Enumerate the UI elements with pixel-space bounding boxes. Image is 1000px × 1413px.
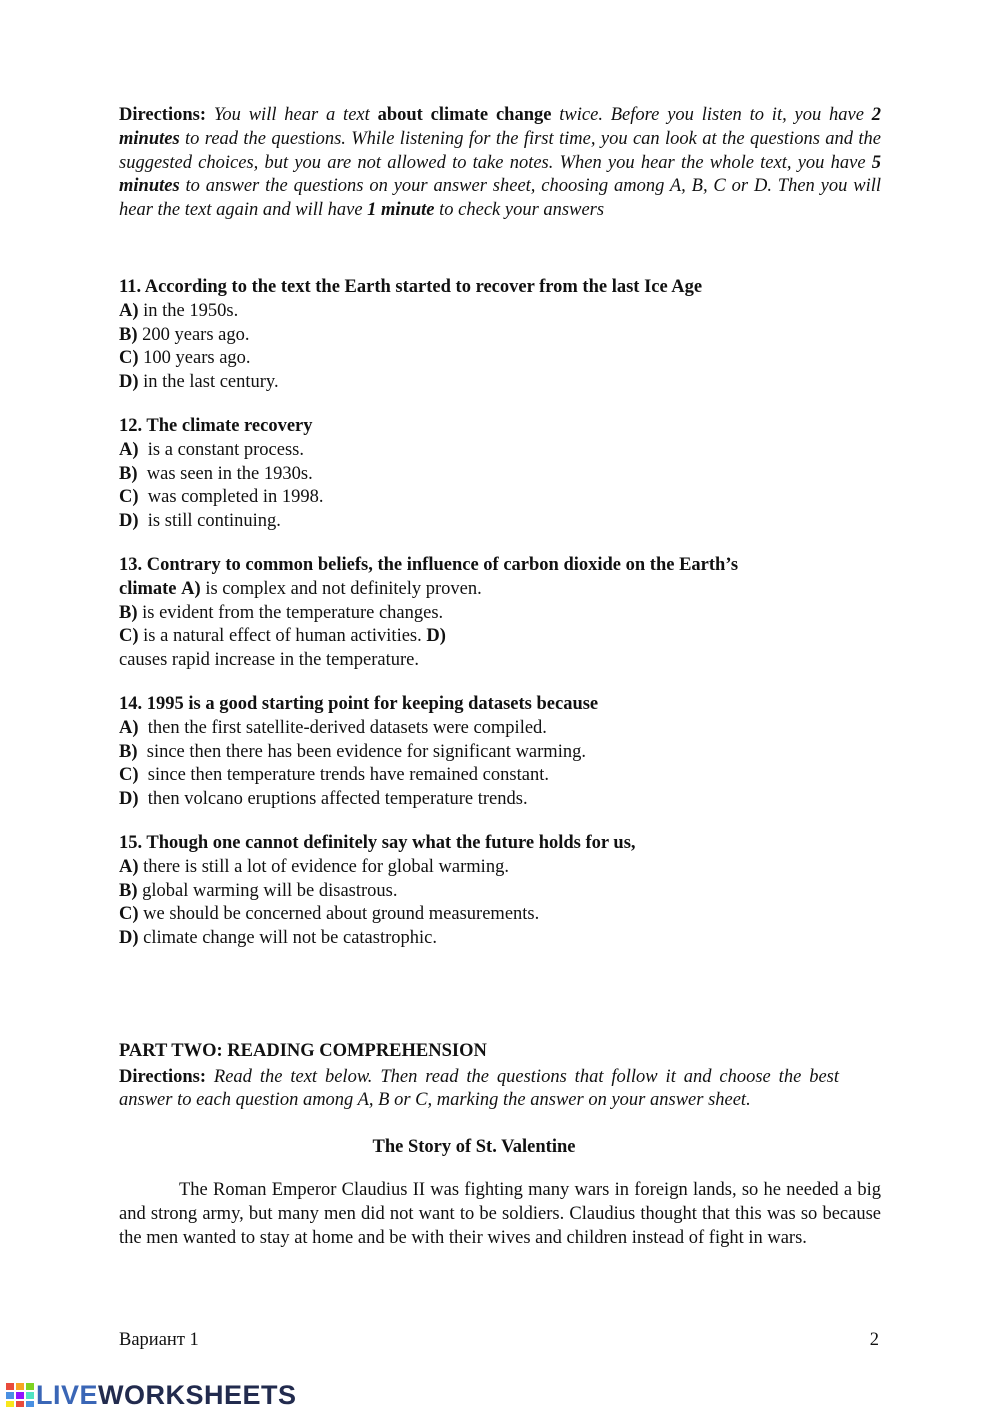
- option-c[interactable]: C) was completed in 1998.: [119, 487, 324, 508]
- question-title: 11. According to the text the Earth started to recover from the last Ice Age: [119, 277, 703, 297]
- directions-label: Directions:: [119, 1067, 206, 1087]
- option-c[interactable]: C) we should be concerned about ground measurements.: [119, 904, 540, 925]
- option-b[interactable]: B) is evident from the temperature changes.: [119, 602, 444, 623]
- page-number: 2: [869, 1330, 879, 1350]
- option-a[interactable]: climate A) is complex and not definitely proven.: [119, 578, 482, 599]
- option-d-letter: D): [426, 626, 446, 647]
- directions-text-3: to read the questions. While listening for the first time, you can look at the questions and the suggested choices, but you are not allowed to take notes. When you hear the whole text, you have: [119, 128, 881, 173]
- question-13: [119, 554, 738, 673]
- option-c[interactable]: C) is a natural effect of human activities. D): [119, 626, 446, 647]
- directions-text-1: You will hear a text: [213, 105, 370, 125]
- question-14: [119, 693, 598, 812]
- liveworksheets-logo-icon: [6, 1383, 34, 1407]
- option-a[interactable]: A) then the first satellite-derived datasets were compiled.: [119, 717, 547, 738]
- logo-live: LIVE: [36, 1379, 99, 1410]
- directions-text: Read the text below. Then read the questions that follow it and choose the best answer to each question among A, B or C, marking the answer on your answer sheet.: [119, 1067, 839, 1110]
- story-title: The Story of St. Valentine: [372, 1137, 576, 1157]
- liveworksheets-logo[interactable]: [6, 1380, 297, 1410]
- option-d[interactable]: D) climate change will not be catastrophic.: [119, 928, 437, 949]
- directions-text-5: to check your answers: [439, 200, 605, 221]
- option-b[interactable]: B) global warming will be disastrous.: [119, 880, 398, 901]
- directions-bold-4: 1 minute: [367, 200, 435, 221]
- question-title: 15. Though one cannot definitely say what the future holds for us,: [119, 833, 636, 853]
- listening-directions: [119, 104, 881, 223]
- page-footer: [119, 1330, 879, 1351]
- option-d[interactable]: D) in the last century.: [119, 372, 279, 393]
- option-c[interactable]: C) since then temperature trends have remained constant.: [119, 765, 549, 786]
- directions-bold-3: 5 minutes: [119, 152, 882, 197]
- variant-label: Вариант 1: [119, 1330, 199, 1350]
- story-paragraph: The Roman Emperor Claudius II was fighting many wars in foreign lands, so he needed a big and strong army, but many men did not want to be soldiers. Claudius thought that this was so because the men wanted to stay at home and be with their wives and children instead of fight in wars.: [119, 1180, 881, 1248]
- option-a[interactable]: A) there is still a lot of evidence for global warming.: [119, 856, 509, 877]
- option-a[interactable]: A) in the 1950s.: [119, 300, 239, 321]
- logo-worksheets: WORKSHEETS: [98, 1379, 297, 1410]
- option-b[interactable]: B) since then there has been evidence for significant warming.: [119, 741, 586, 762]
- reading-directions: [119, 1066, 839, 1112]
- directions-text-2: twice. Before you listen to it, you have: [559, 105, 864, 125]
- question-15: [119, 832, 636, 951]
- option-c[interactable]: C) 100 years ago.: [119, 348, 251, 369]
- directions-label: Directions:: [119, 105, 206, 125]
- option-a[interactable]: A) is a constant process.: [119, 439, 304, 460]
- part-two-heading: PART TWO: READING COMPREHENSION: [119, 1041, 487, 1061]
- question-title-line-1: 13. Contrary to common beliefs, the influence of carbon dioxide on the Earth’s: [119, 555, 739, 575]
- option-d[interactable]: causes rapid increase in the temperature.: [119, 650, 419, 671]
- directions-bold-1: about climate change: [377, 105, 552, 125]
- question-title-line-2: climate: [119, 578, 177, 599]
- option-b[interactable]: B) 200 years ago.: [119, 324, 250, 345]
- question-11: [119, 276, 702, 395]
- option-d[interactable]: D) is still continuing.: [119, 511, 281, 532]
- directions-text-4: to answer the questions on your answer sheet, choosing among A, B, C or D. Then you will hear the text again and will have: [119, 176, 882, 221]
- question-title: 12. The climate recovery: [119, 416, 313, 436]
- directions-bold-2: 2 minutes: [119, 105, 882, 149]
- question-title: 14. 1995 is a good starting point for keeping datasets because: [119, 694, 599, 714]
- option-b[interactable]: B) was seen in the 1930s.: [119, 463, 313, 484]
- question-12: [119, 415, 324, 534]
- option-d[interactable]: D) then volcano eruptions affected temperature trends.: [119, 789, 528, 810]
